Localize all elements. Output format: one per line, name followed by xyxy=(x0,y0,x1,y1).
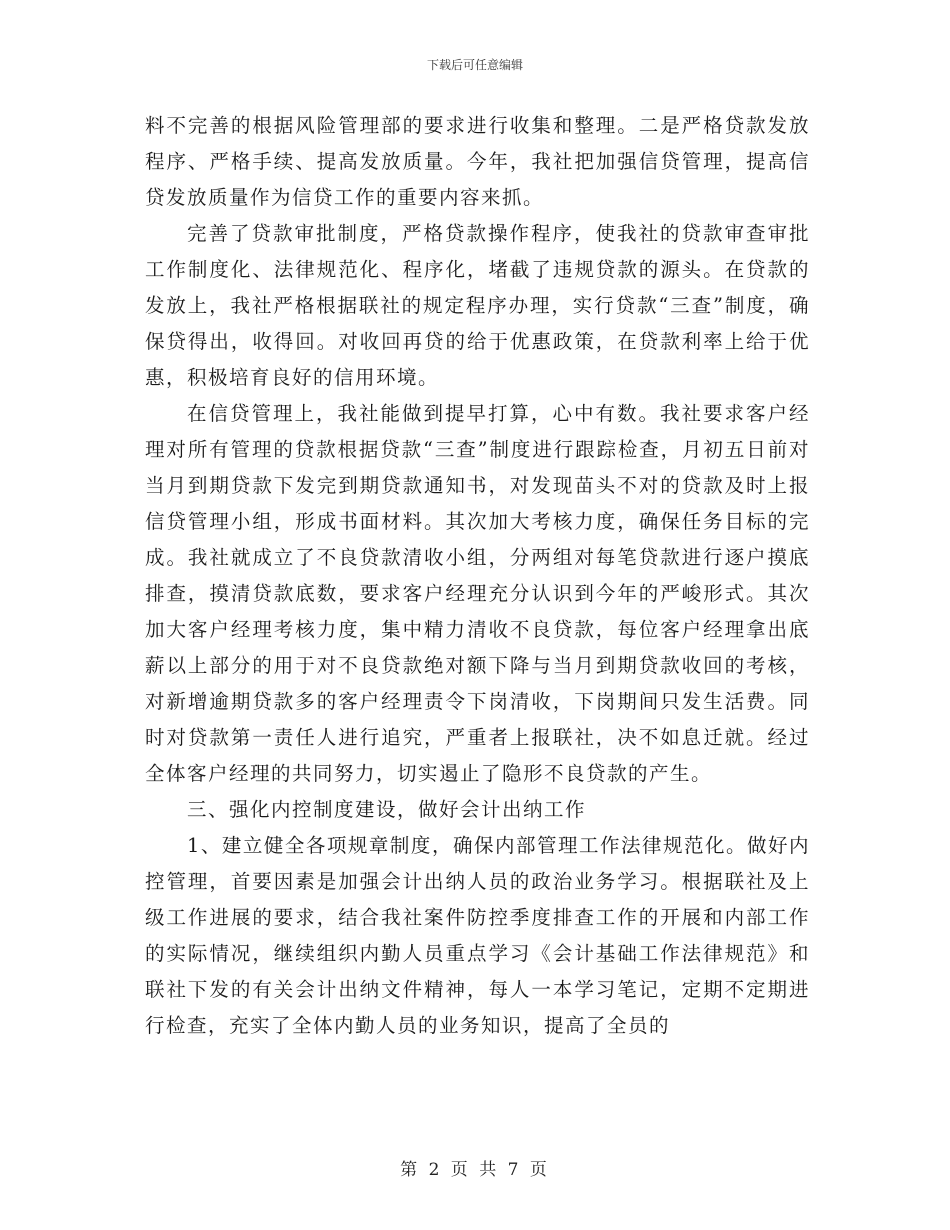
page-number: 第 2 页 共 7 页 xyxy=(400,1160,550,1180)
section-heading: 三、强化内控制度建设，做好会计出纳工作 xyxy=(187,798,587,821)
page-header-note: 下载后可任意编辑 xyxy=(426,58,523,72)
paragraph-2: 完善了贷款审批制度，严格贷款操作程序，使我社的贷款审查审批工作制度化、法律规范化、程序化，堵截了违规贷款的源头。在贷款的发放上，我社严格根据联社的规定程序办理，实行贷款“三查”制度，确保贷得出，收得回。对收回再贷的给于优惠政策，在贷款利率上给于优惠，积极培育良好的信用环境。 xyxy=(145,222,810,389)
paragraph-1: 料不完善的根据风险管理部的要求进行收集和整理。二是严格贷款发放程序、严格手续、提高发放质量。今年，我社把加强信贷管理，提高信贷发放质量作为信贷工作的重要内容来抓。 xyxy=(145,114,810,209)
paragraph-3: 在信贷管理上，我社能做到提早打算，心中有数。我社要求客户经理对所有管理的贷款根据贷款“三查”制度进行跟踪检查，月初五日前对当月到期贷款下发完到期贷款通知书，对发现苗头不对的贷款及时上报信贷管理小组，形成书面材料。其次加大考核力度，确保任务目标的完成。我社就成立了不良贷款清收小组，分两组对每笔贷款进行逐户摸底排查，摸清贷款底数，要求客户经理充分认识到今年的严峻形式。其次加大客户经理考核力度，集中精力清收不良贷款，每位客户经理拿出底薪以上部分的用于对不良贷款绝对额下降与当月到期贷款收回的考核，对新增逾期贷款多的客户经理责令下岗清收，下岗期间只发生活费。同时对贷款第一责任人进行追究，严重者上报联社，决不如息迁就。经过全体客户经理的共同努力，切实遏止了隐形不良贷款的产生。 xyxy=(145,402,810,785)
document-body xyxy=(145,108,810,1044)
paragraph-4: 1、建立健全各项规章制度，确保内部管理工作法律规范化。做好内控管理，首要因素是加强会计出纳人员的政治业务学习。根据联社及上级工作进展的要求，结合我社案件防控季度排查工作的开展和内部工作的实际情况，继续组织内勤人员重点学习《会计基础工作法律规范》和联社下发的有关会计出纳文件精神，每人一本学习笔记，定期不定期进行检查，充实了全体内勤人员的业务知识，提高了全员的 xyxy=(145,834,810,1037)
